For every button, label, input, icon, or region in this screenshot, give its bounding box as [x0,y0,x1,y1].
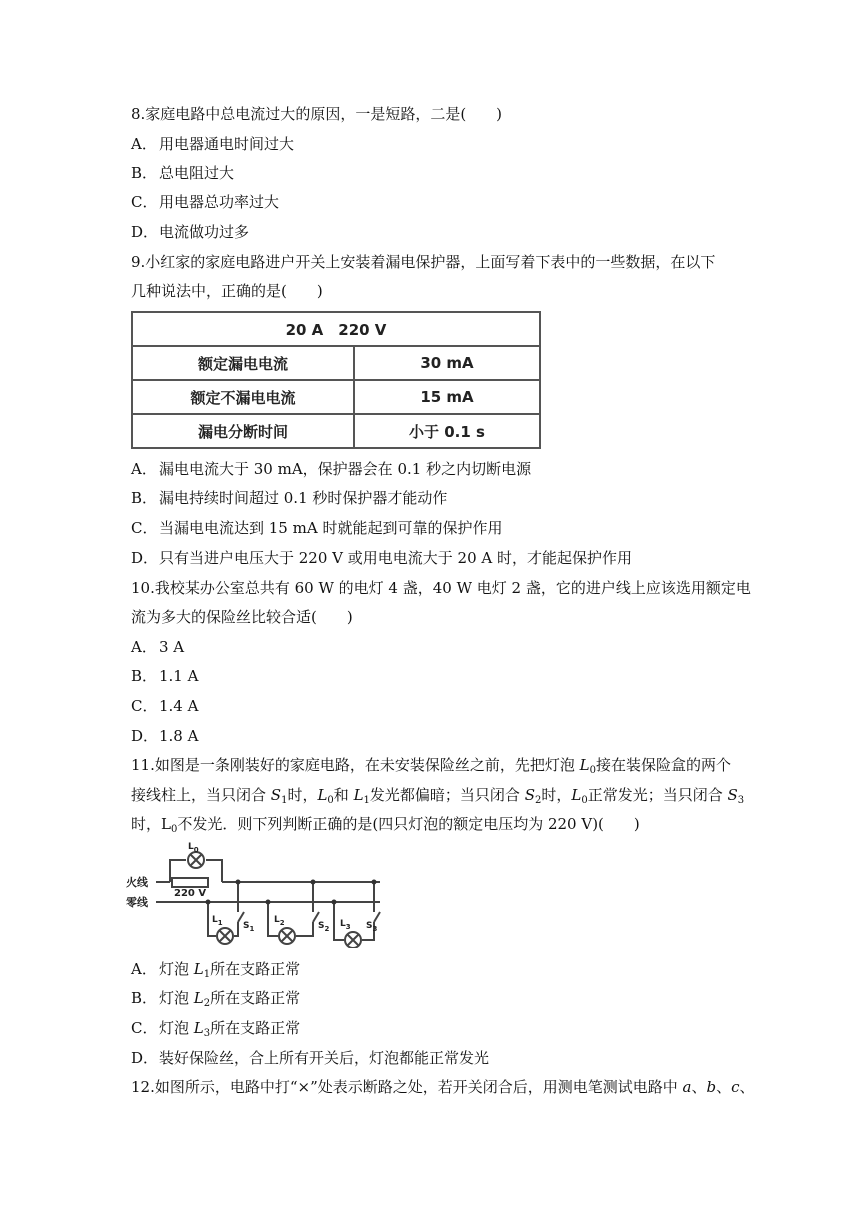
q8-option-a: A． 用电器通电时间过大 [131,135,295,153]
leakage-protector-spec-table [131,311,541,449]
q9-option-a: A． 漏电电流大于 30 mA，保护器会在 0.1 秒之内切断电源 [131,460,532,478]
table-header-cell: 20 A 220 V [132,312,540,346]
lamp-l2-label: $L_2$ [274,915,285,927]
q11-option-a: A． 灯泡 $L_1$所在支路正常 [131,960,301,980]
voltage-label: 220 V [174,888,207,899]
table-value-cell: 小于 0.1 s [354,414,540,448]
q9-stem-line1: 9.小红家的家庭电路进户开关上安装着漏电保护器，上面写着下表中的一些数据，在以下 [131,253,716,271]
q10-stem-line2: 流为多大的保险丝比较合适( ) [131,608,353,626]
lamp-l3-label: $L_3$ [340,919,351,931]
q10-option-a: A． 3 A [131,638,185,656]
q12-stem: 12.如图所示，电路中打“×”处表示断路之处，若开关闭合后，用测电笔测试电路中 a、b、c、 [131,1078,755,1096]
table-header-row [132,312,540,346]
switch-s1-label: $S_1$ [243,921,255,933]
table-key-cell: 额定不漏电电流 [132,380,354,414]
table-value-cell: 15 mA [354,380,540,414]
q10-option-b: B． 1.1 A [131,667,199,685]
table-value-cell: 30 mA [354,346,540,380]
switch-s3-label: $S_3$ [366,921,378,933]
q9-option-b: B． 漏电持续时间超过 0.1 秒时保护器才能动作 [131,489,448,507]
q11-option-b: B． 灯泡 $L_2$所在支路正常 [131,989,301,1009]
lamp-l0-label: $L_0$ [188,842,199,854]
q11-stem-line1: 11.如图是一条刚装好的家庭电路，在未安装保险丝之前，先把灯泡 $L_0$接在装保险盒的两个 [131,756,731,776]
q11-option-c: C． 灯泡 $L_3$所在支路正常 [131,1019,301,1039]
lamp-l1-label: $L_1$ [212,915,223,927]
q10-option-c: C． 1.4 A [131,697,199,715]
switch-s2-label: $S_2$ [318,921,330,933]
q8-stem: 8.家庭电路中总电流过大的原因，一是短路，二是( ) [131,105,503,123]
q8-option-b: B． 总电阻过大 [131,164,235,182]
q11-stem-line3: 时，$L_0$不发光．则下列判断正确的是(四只灯泡的额定电压均为 220 V)( ) [131,815,640,835]
live-wire-label: 火线 [126,876,148,889]
q10-stem-line1: 10.我校某办公室总共有 60 W 的电灯 4 盏，40 W 电灯 2 盏，它的进户线上应该选用额定电 [131,579,751,597]
table-row [132,346,540,380]
q8-option-d: D．电流做功过多 [131,223,250,241]
q11-stem-line2: 接线柱上，当只闭合 $S_1$时，$L_0$和 $L_1$发光都偏暗；当只闭合 $S_2$时，$L_0$正常发光；当只闭合 $S_3$ [131,786,745,806]
q9-stem-line2: 几种说法中，正确的是( ) [131,282,323,300]
q8-option-c: C． 用电器总功率过大 [131,193,280,211]
q11-option-d: D．装好保险丝，合上所有开关后，灯泡都能正常发光 [131,1049,490,1067]
neutral-wire-label: 零线 [126,896,148,909]
household-circuit-diagram [126,842,386,948]
table-key-cell: 额定漏电电流 [132,346,354,380]
q10-option-d: D．1.8 A [131,727,199,745]
q9-option-c: C． 当漏电电流达到 15 mA 时就能起到可靠的保护作用 [131,519,503,537]
table-key-cell: 漏电分断时间 [132,414,354,448]
table-row [132,380,540,414]
q9-option-d: D．只有当进户电压大于 220 V 或用电电流大于 20 A 时，才能起保护作用 [131,549,632,567]
table-row [132,414,540,448]
